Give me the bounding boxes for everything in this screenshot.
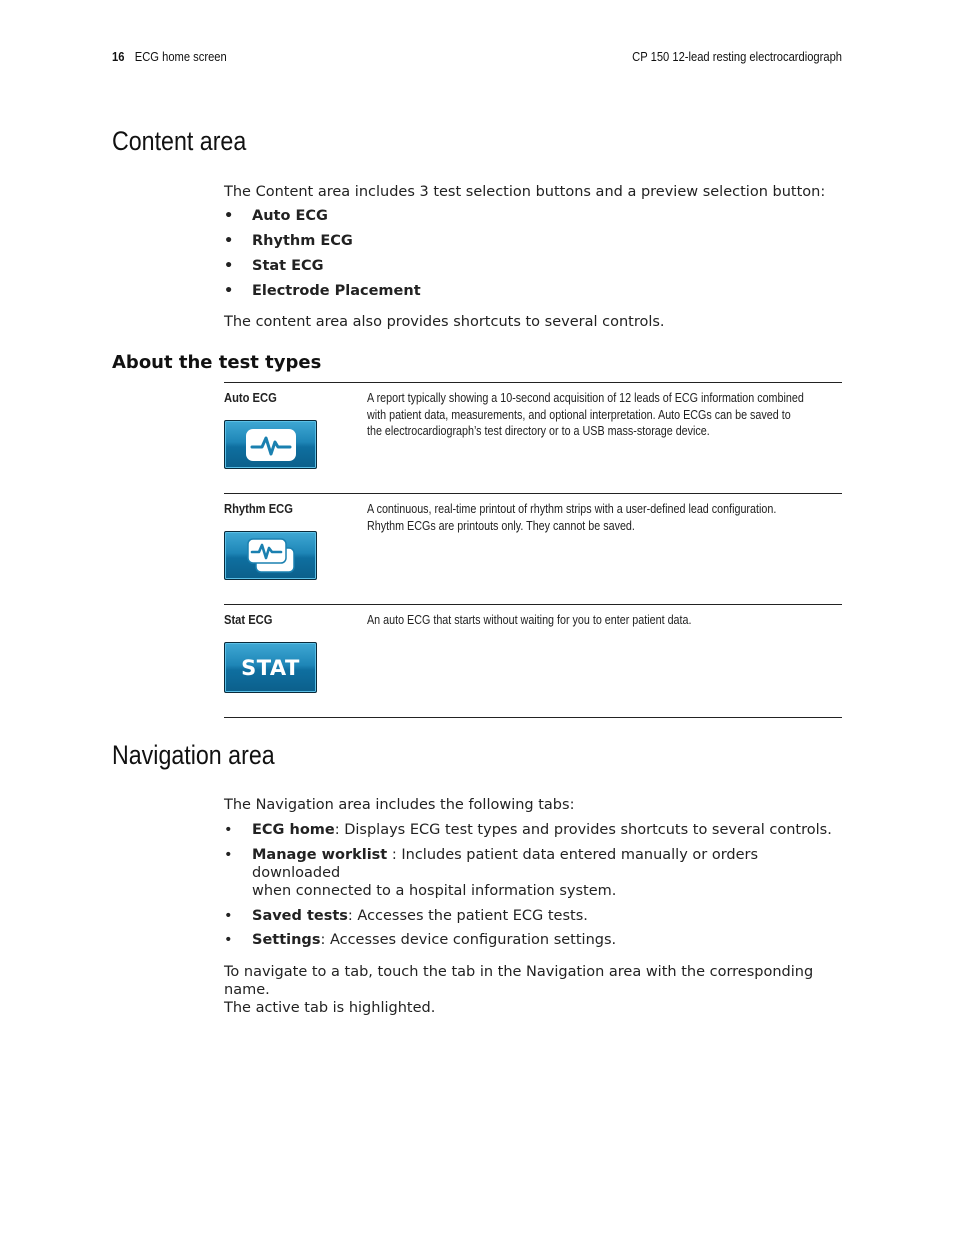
section-name: ECG home screen [134,49,227,64]
stat-ecg-button[interactable] [224,642,317,693]
list-item: • Saved tests: Accesses the patient ECG tests. [224,907,844,925]
table-end-rule [224,717,842,718]
list-item: • Auto ECG [224,207,844,225]
list-item: • Electrode Placement [224,282,844,300]
stat-label: STAT [241,655,300,680]
ecg-wave-icon [244,427,298,463]
navigation-area-intro: The Navigation area includes the following tabs: [224,797,575,813]
test-types-table [224,382,842,718]
test-name: Auto ECG [224,390,277,405]
list-item: • ECG home: Displays ECG test types and provides shortcuts to several controls. [224,821,844,839]
table-row [224,604,842,717]
test-name: Stat ECG [224,612,273,627]
auto-ecg-button[interactable] [224,420,317,469]
test-name: Rhythm ECG [224,501,293,516]
navigation-area-outro: To navigate to a tab, touch the tab in the Navigation area with the corresponding name. The active tab is highlighted. [224,964,814,1016]
test-description: A continuous, real-time printout of rhythm strips with a user-defined lead configuration. Rhythm ECGs are printouts only. They cannot be saved. [367,502,777,533]
list-item: • Manage worklist : Includes patient data entered manually or orders downloaded when connected to a hospital information system. [224,846,844,900]
rhythm-strips-icon [244,536,298,576]
content-area-intro: The Content area includes 3 test selection buttons and a preview selection button: [224,184,826,200]
page-header [112,49,842,67]
list-item: • Stat ECG [224,257,844,275]
page-number: 16 [112,49,125,64]
table-row [224,382,842,493]
test-button-list [224,207,844,300]
navigation-area-heading: Navigation area [112,740,275,770]
list-item: • Settings: Accesses device configuration settings. [224,931,844,949]
navigation-area-body [224,796,844,1017]
header-right [598,49,842,65]
content-area-outro: The content area also provides shortcuts to several controls. [224,314,665,330]
test-types-heading: About the test types [112,352,322,373]
header-left [112,49,245,65]
test-description: A report typically showing a 10-second acquisition of 12 leads of ECG information combined with patient data, measurements, and optional interpretation. Auto ECGs can be saved to the electrocardiograph’s test directory or to a USB mass-storage device. [367,391,804,438]
rhythm-ecg-button[interactable] [224,531,317,580]
content-area-body [224,183,844,331]
list-item: • Rhythm ECG [224,232,844,250]
navigation-tab-list [224,821,844,949]
table-row [224,493,842,604]
test-description: An auto ECG that starts without waiting for you to enter patient data. [367,613,692,627]
document-title: CP 150 12-lead resting electrocardiograph [632,49,842,64]
content-area-heading: Content area [112,126,247,156]
